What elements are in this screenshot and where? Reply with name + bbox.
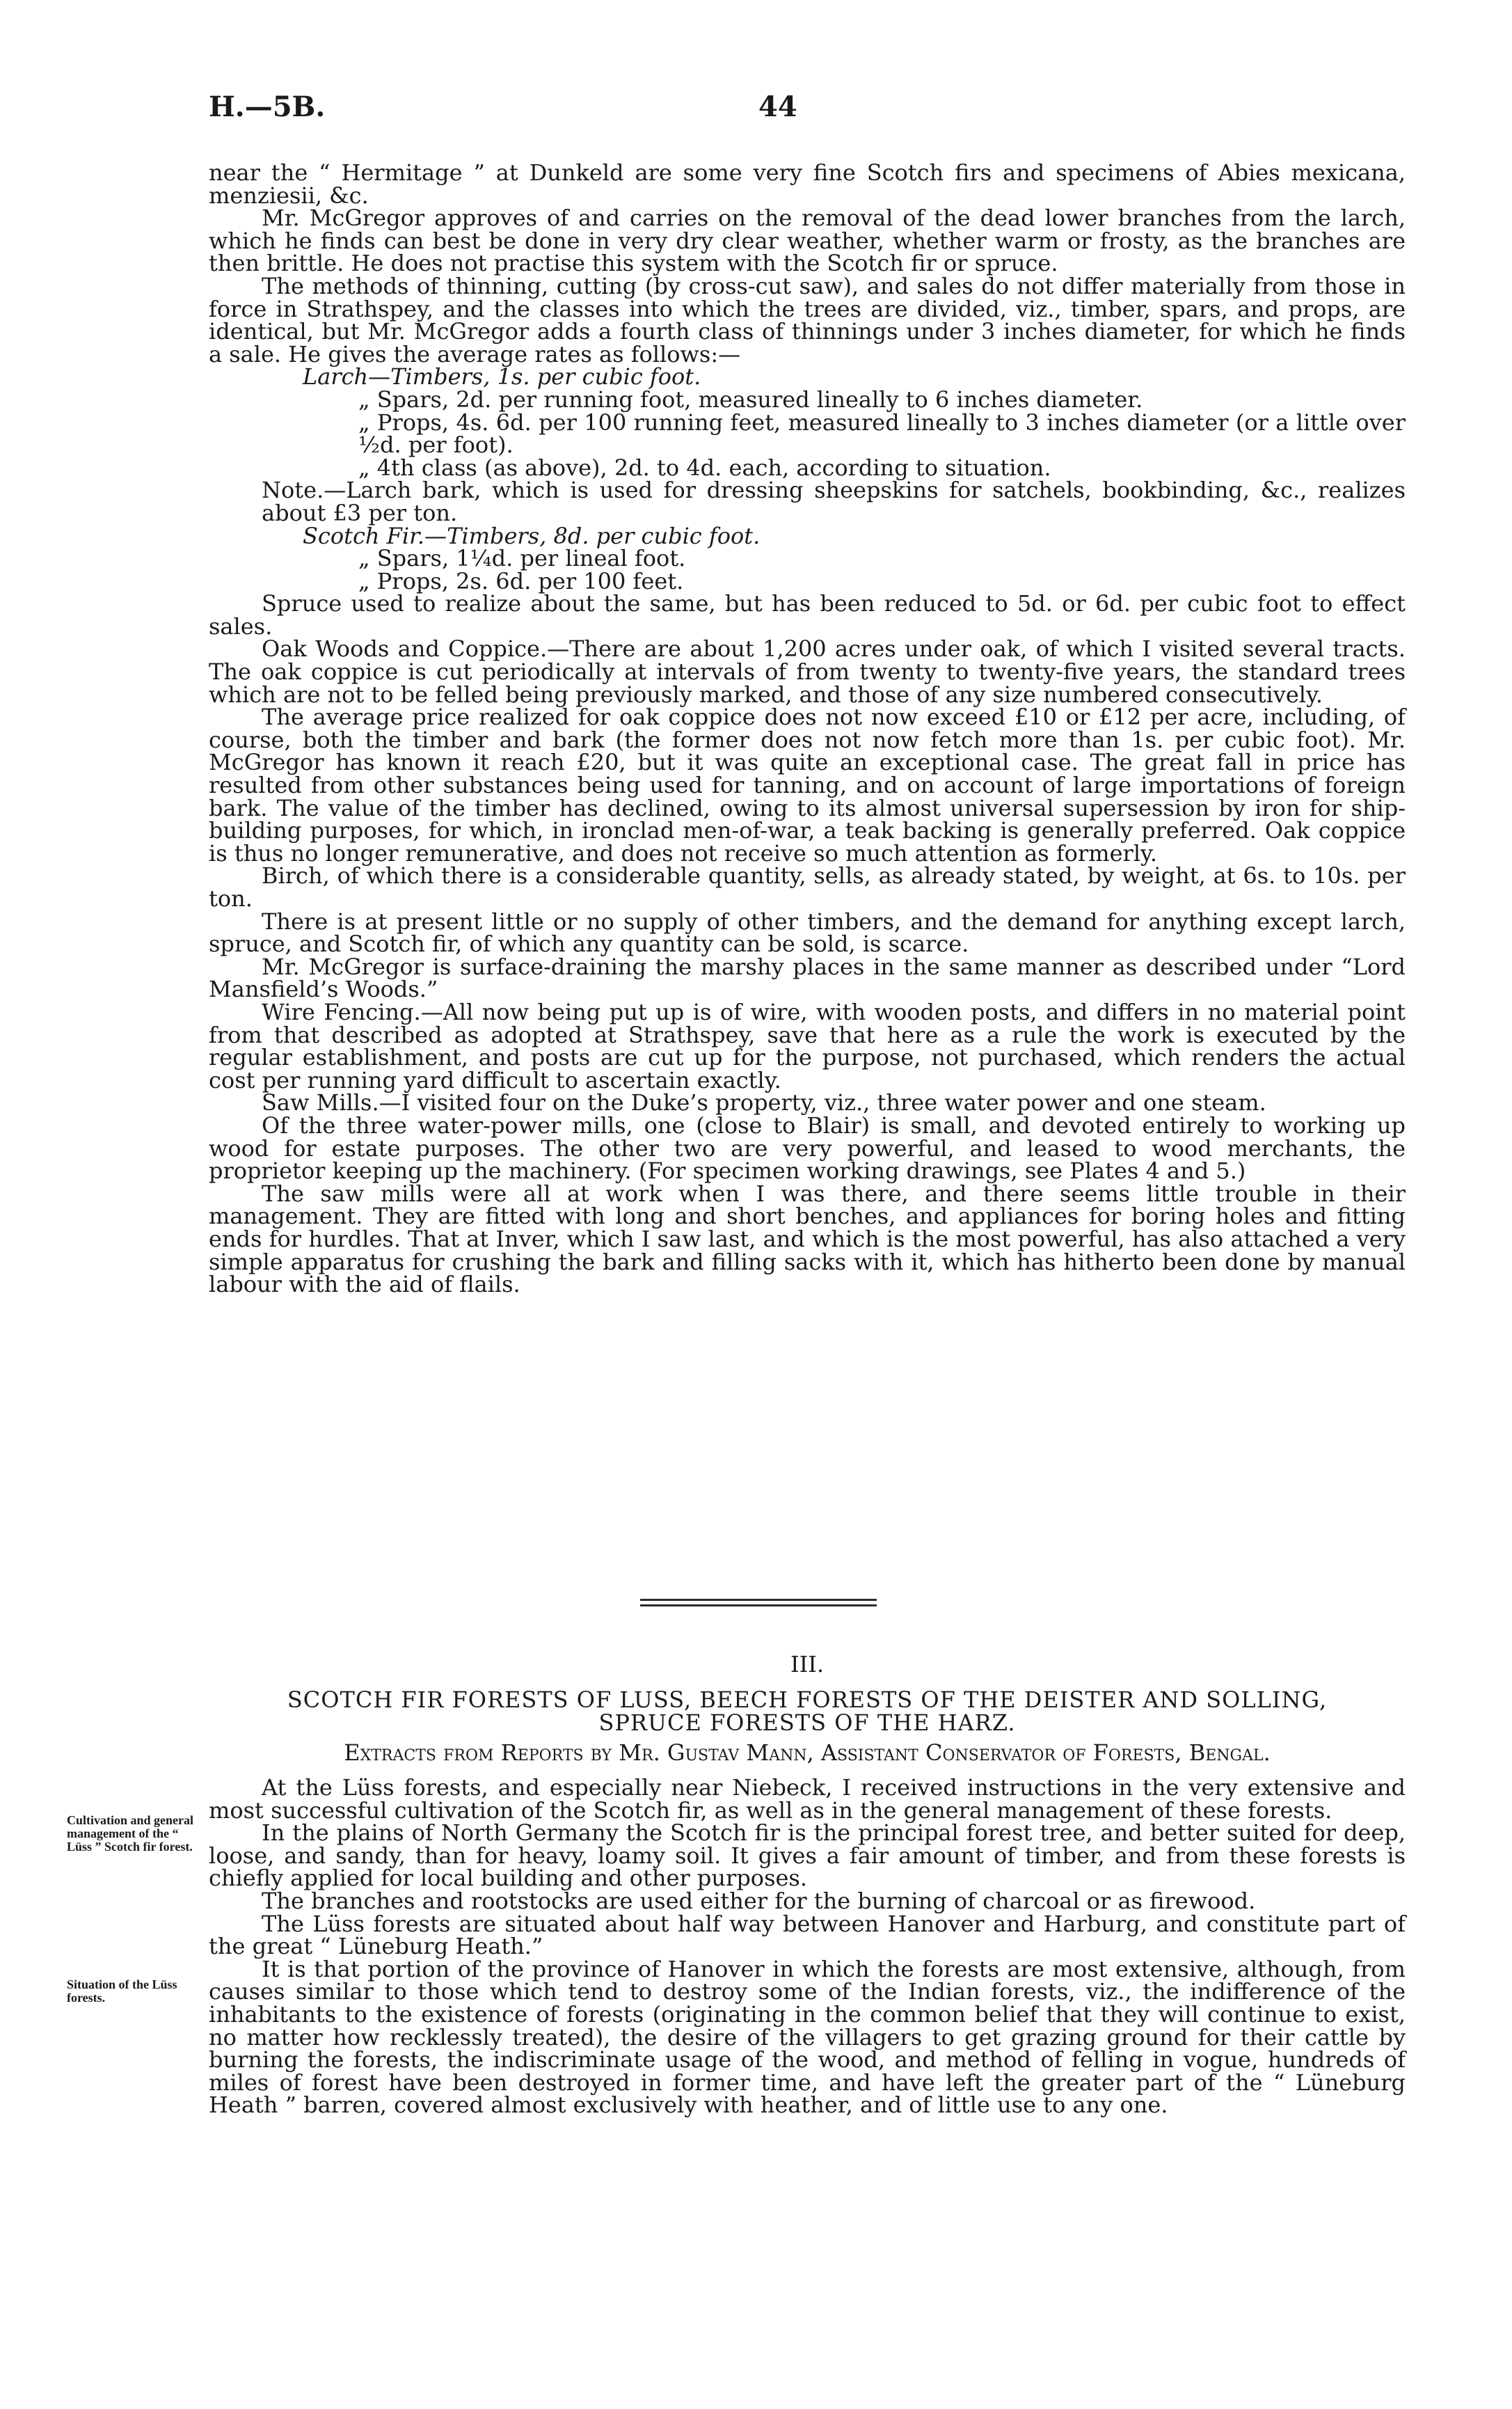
paragraph: near the “ Hermitage ” at Dunkeld are some very fine Scotch firs and specimens of Abies mexicana, menziesii, &c. <box>209 159 1406 209</box>
page-number: 44 <box>758 90 797 123</box>
paragraph: Mr. McGregor is surface-draining the marshy places in the same manner as described under “Lord Mansfield’s Woods.” <box>209 953 1406 1003</box>
rate-line: „ 4th class (as above), 2d. to 4d. each, according to situation. <box>358 454 1051 481</box>
rate-line: Scotch Fir.—Timbers, 8d. per cubic foot. <box>303 522 761 549</box>
top-body-text <box>209 161 1406 1296</box>
paragraph: Spruce used to realize about the same, but has been reduced to 5d. or 6d. per cubic foot to effect sales. <box>209 590 1406 640</box>
rate-line: „ Props, 2s. 6d. per 100 feet. <box>358 567 684 594</box>
rate-line: Larch—Timbers, 1s. per cubic foot. <box>303 363 701 390</box>
paragraph: Birch, of which there is a considerable quantity, sells, as already stated, by weight, at 6s. to 10s. per ton. <box>209 862 1406 912</box>
paragraph: The branches and rootstocks are used either for the burning of charcoal or as firewood. <box>262 1887 1256 1914</box>
margin-note-cultivation: Cultivation and general management of the “ Lüss ” Scotch fir forest. <box>67 1813 194 1854</box>
paragraph: Wire Fencing.—All now being put up is of wire, with wooden posts, and differs in no material point from that described as adopted at Strathspey, save that here as a rule the work is executed by the regular establishment, and posts are cut up for the purpose, not purchased, which renders the actual cost per running yard difficult to ascertain exactly. <box>209 998 1406 1093</box>
paragraph: Mr. McGregor approves of and carries on the removal of the dead lower branches from the larch, which he finds can best be done in very dry clear weather, whether warm or frosty, as the branches are then brittle. He does not practise this system with the Scotch fir or spruce. <box>209 205 1406 277</box>
paragraph: In the plains of North Germany the Scotch fir is the principal forest tree, and better suited for deep, loose, and sandy, than for heavy, loamy soil. It gives a fair amount of timber, and from these forests is chiefly applied for local building and other purposes. <box>209 1819 1406 1892</box>
section-number: III. <box>790 1651 825 1677</box>
paragraph: Saw Mills.—I visited four on the Duke’s property, viz., three water power and one steam. <box>262 1089 1266 1116</box>
paragraph: The Lüss forests are situated about half way between Hanover and Harburg, and constitute part of the great “ Lüneburg Heath.” <box>209 1910 1406 1960</box>
section-divider <box>640 1599 877 1610</box>
paragraph: It is that portion of the province of Hanover in which the forests are most extensive, although, from causes similar to those which tend to destroy some of the Indian forests, viz., the indifference of the inhabitants to the existence of forests (originating in the common belief that they will continue to exist, no matter how recklessly treated), the desire of the villagers to get grazing ground for their cattle by burning the forests, the indiscriminate usage of the wood, and method of felling in vogue, hundreds of miles of forest have been destroyed in former time, and have left the greater part of the “ Lüneburg Heath ” barren, covered almost exclusively with heather, and of little use to any one. <box>209 1955 1406 2119</box>
rate-line: „ Spars, 1¼d. per lineal foot. <box>358 545 686 572</box>
note-line: Note.—Larch bark, which is used for dressing sheepskins for satchels, bookbinding, &c., realizes about £3 per ton. <box>262 477 1406 526</box>
rate-line: „ Props, 4s. 6d. per 100 running feet, measured lineally to 3 inches diameter (or a little over ½d. per foot). <box>358 409 1406 459</box>
rate-line: „ Spars, 2d. per running foot, measured lineally to 6 inches diameter. <box>358 386 1143 413</box>
paragraph: The average price realized for oak coppice does not now exceed £10 or £12 per acre, including, of course, both the timber and bark (the former does not now fetch more than 1s. per cubic foot). Mr. McGregor has known it reach £20, but it was quite an exceptional case. The great fall in price has resulted from other substances being used for tanning, and on account of large importations of foreign bark. The value of the timber has declined, owing to its almost universal supersession by iron for ship-building purposes, for which, in ironclad men-of-war, a teak backing is generally preferred. Oak coppice is thus no longer remunerative, and does not receive so much attention as formerly. <box>209 704 1406 867</box>
section-title-line: SPRUCE FORESTS OF THE HARZ. <box>598 1709 1016 1736</box>
paragraph: The saw mills were all at work when I was there, and there seems little trouble in their management. They are fitted with long and short benches, and appliances for boring holes and fitting ends for hurdles. That at Inver, which I saw last, and which is the most powerful, has also attached a very simple apparatus for crushing the bark and filling sacks with it, which has hitherto been done by manual labour with the aid of flails. <box>209 1180 1406 1298</box>
extract-line: Extracts from Reports by Mr. Gustav Mann, Assistant Conservator of Forests, Bengal. <box>344 1739 1271 1766</box>
paragraph: At the Lüss forests, and especially near Niebeck, I received instructions in the very extensive and most successful cultivation of the Scotch fir, as well as in the general management of these forests. <box>209 1774 1406 1824</box>
paragraph: Oak Woods and Coppice.—There are about 1,200 acres under oak, of which I visited several tracts. The oak coppice is cut periodically at intervals of from twenty to twenty-five years, the standard trees which are not to be felled being previously marked, and those of any size numbered consecutively. <box>209 635 1406 708</box>
section-title-line: SCOTCH FIR FORESTS OF LUSS, BEECH FORESTS OF THE DEISTER AND SOLLING, <box>287 1687 1328 1713</box>
section-title <box>209 1689 1406 1764</box>
margin-note-situation: Situation of the Lüss forests. <box>67 1977 177 2005</box>
paragraph: Of the three water-power mills, one (close to Blair) is small, and devoted entirely to working up wood for estate purposes. The other two are very powerful, and leased to wood merchants, the proprietor keeping up the machinery. (For specimen working drawings, see Plates 4 and 5.) <box>209 1112 1406 1185</box>
document-code: H.—5B. <box>209 90 326 123</box>
paragraph: There is at present little or no supply of other timbers, and the demand for anything except larch, spruce, and Scotch fir, of which any quantity can be sold, is scarce. <box>209 908 1406 958</box>
paragraph: The methods of thinning, cutting (by cross-cut saw), and sales do not differ materially from those in force in Strathspey, and the classes into which the trees are divided, viz., timber, spars, and props, are identical, but Mr. McGregor adds a fourth class of thinnings under 3 inches diameter, for which he finds a sale. He gives the average rates as follows:— <box>209 272 1406 368</box>
bottom-body-text <box>209 1776 1406 2117</box>
